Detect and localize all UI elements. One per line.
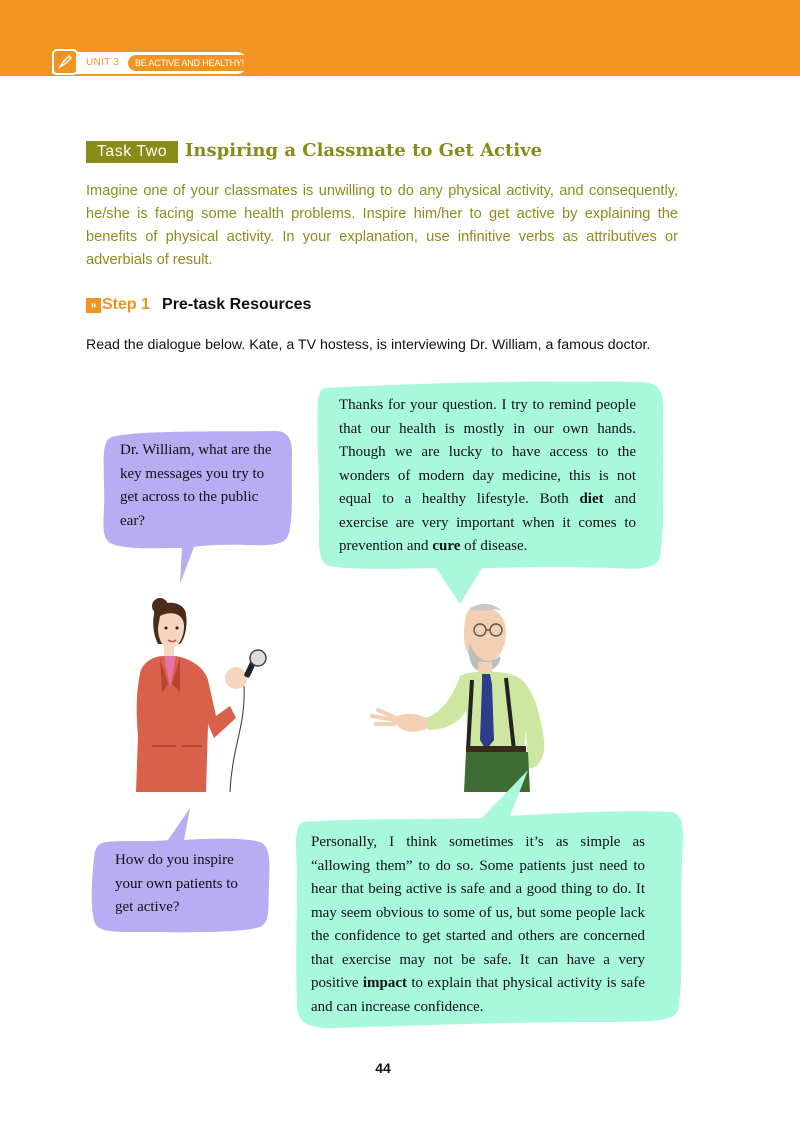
- answer-2-text: [311, 831, 645, 1019]
- keyword-diet: diet: [579, 491, 604, 507]
- answer-bubble-2: [292, 770, 688, 1030]
- answer-bubble-1: [312, 378, 668, 608]
- page-number: 44: [375, 1060, 391, 1076]
- unit-label: UNIT 3: [86, 57, 120, 68]
- unit-pill: [52, 52, 248, 74]
- keyword-cure: cure: [432, 538, 461, 554]
- step-instruction: Read the dialogue below. Kate, a TV hostess, is interviewing Dr. William, a famous doctor.: [86, 337, 651, 353]
- question-bubble-2: [86, 808, 272, 936]
- header-bar: [0, 0, 800, 76]
- step-title: Pre-task Resources: [162, 296, 312, 313]
- answer-1-part-3: of disease.: [460, 538, 528, 554]
- doctor-illustration: [368, 600, 564, 792]
- answer-1-text: [339, 394, 636, 559]
- doctor-figure: [368, 600, 564, 792]
- unit-theme: BE ACTIVE AND HEALTHY!: [128, 55, 251, 71]
- task-intro: Imagine one of your classmates is unwilling to do any physical activity, and consequently, he/she is facing some health problems. Inspire him/her to get active by explaining the benefits of physical activity. In your explanation, use infinitive verbs as attributives or adverbials of result.: [86, 183, 678, 268]
- answer-1-part-1: Thanks for your question. I try to remind people that our health is mostly in our own hands. Though we are lucky to have access to the wonders of modern day medicine, this is not equal to a healthy lifestyle. Both: [339, 397, 636, 507]
- keyword-impact: impact: [362, 975, 408, 991]
- hostess-figure: [132, 596, 272, 792]
- answer-1-part-2: and exercise are very important when it comes to prevention and: [339, 491, 636, 554]
- task-badge: Task Two: [86, 141, 178, 163]
- pen-nib-icon: [52, 49, 78, 75]
- step-heading: [86, 295, 311, 315]
- task-title: Inspiring a Classmate to Get Active: [185, 140, 543, 161]
- step-label: Step 1: [102, 296, 151, 313]
- hostess-illustration: [132, 596, 272, 792]
- answer-2-part-2: to explain that physical activity is safe and can increase confidence.: [311, 975, 645, 1015]
- question-2-text: How do you inspire your own patients to get active?: [115, 852, 238, 915]
- question-1-text: Dr. William, what are the key messages you try to get across to the public ear?: [120, 442, 272, 529]
- step-arrow-icon: »: [86, 298, 101, 313]
- answer-2-part-1: Personally, I think sometimes it’s as simple as “allowing them” to do so. Some patients just need to hear that being active is safe and a good thing to do. It may seem obvious to some of us, but some people lack the confidence to get started and others are concerned that exercise may not be safe. It can have a very positive: [311, 834, 645, 991]
- question-bubble-1: [98, 428, 298, 588]
